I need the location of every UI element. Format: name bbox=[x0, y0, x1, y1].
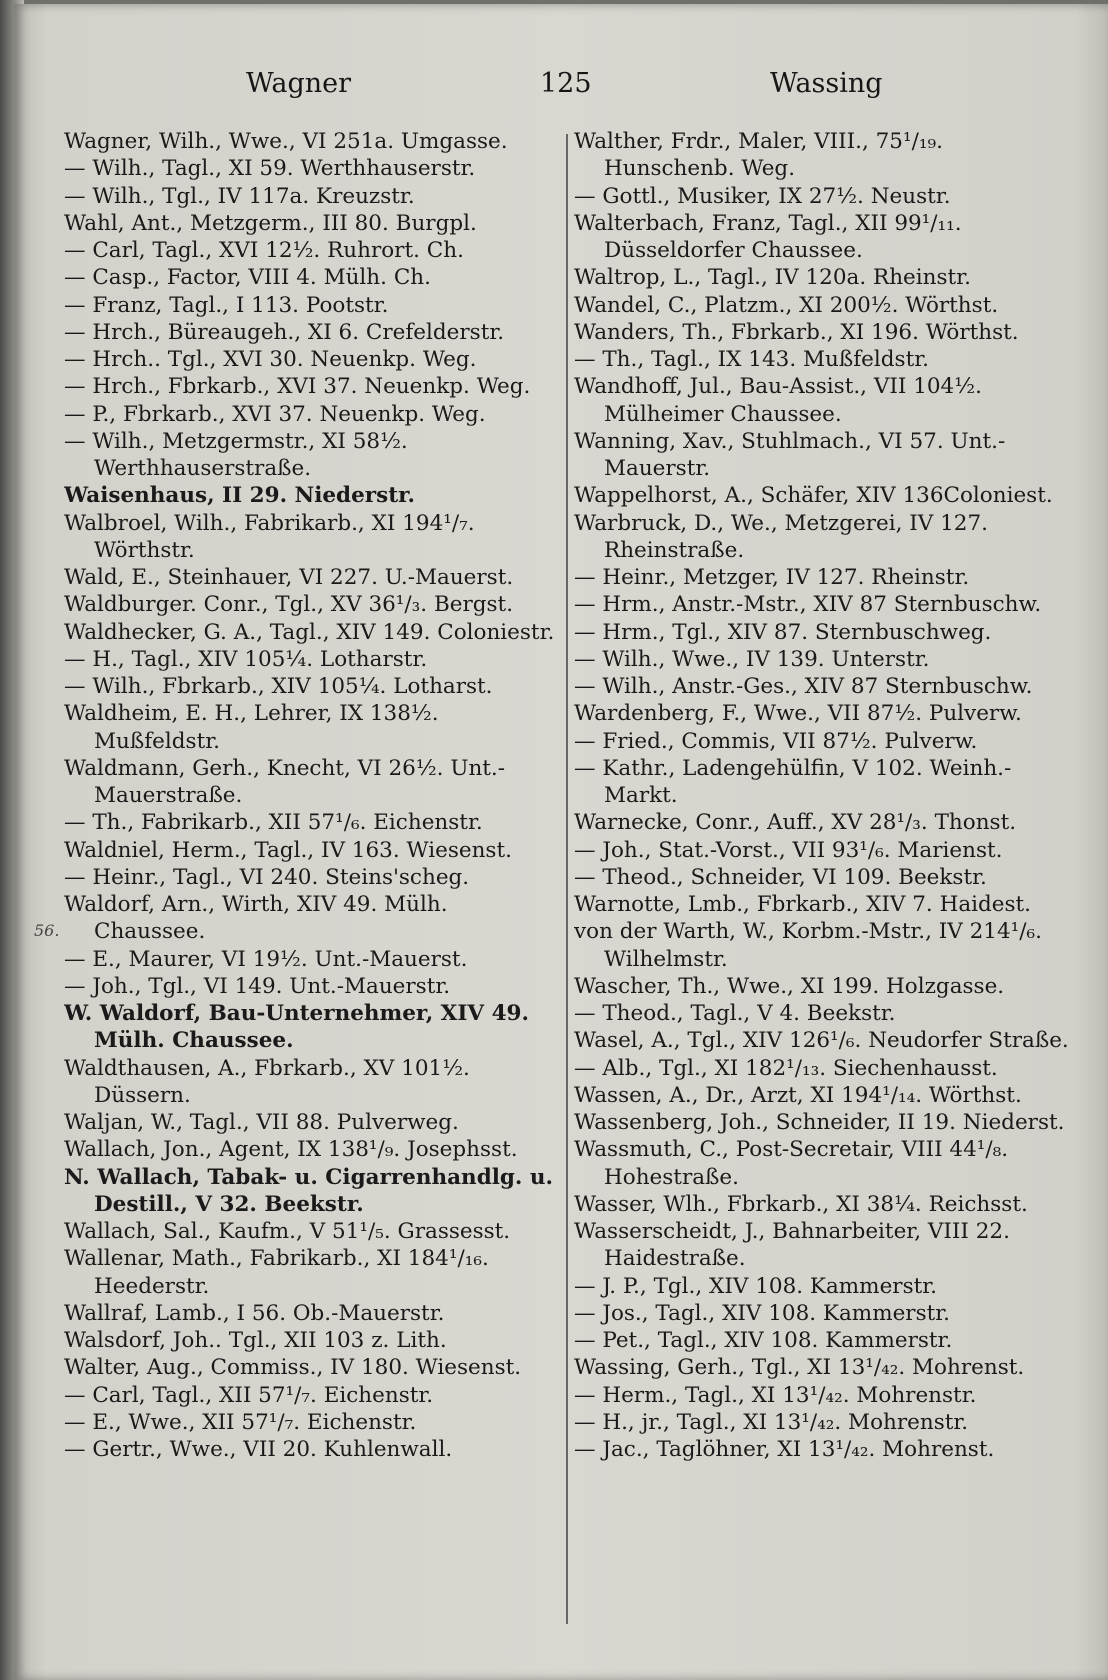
entry: — Th., Tagl., IX 143. Mußfeldstr. bbox=[574, 347, 929, 372]
entry: — Hrch.. Tgl., XVI 30. Neuenkp. Weg. bbox=[64, 347, 477, 372]
entry: — Kathr., Ladengehülfin, V 102. Weinh.-Markt. bbox=[574, 755, 1012, 808]
entry: Waldniel, Herm., Tagl., IV 163. Wiesenst. bbox=[64, 837, 512, 863]
entry: — P., Fbrkarb., XVI 37. Neuenkp. Weg. bbox=[64, 401, 486, 427]
column-divider bbox=[566, 134, 568, 1624]
entry: Wallraf, Lamb., I 56. Ob.-Mauerstr. bbox=[64, 1300, 445, 1326]
entry: — E., Maurer, VI 19½. Unt.-Mauerst. bbox=[64, 946, 468, 972]
entry: — Wilh., Fbrkarb., XIV 105¼. Lotharst. bbox=[64, 674, 493, 699]
entry: — Heinr., Metzger, IV 127. Rheinstr. bbox=[574, 565, 970, 590]
entry: — Wilh., Tgl., IV 117a. Kreuzstr. bbox=[64, 183, 415, 209]
entry: Warnotte, Lmb., Fbrkarb., XIV 7. Haidest. bbox=[574, 892, 1032, 917]
entry: Wallach, Jon., Agent, IX 138¹/₉. Josephsst. bbox=[64, 1137, 518, 1163]
entry: — Alb., Tgl., XI 182¹/₁₃. Siechenhausst. bbox=[574, 1055, 998, 1081]
header-first-name: Wagner bbox=[246, 68, 352, 99]
entry: von der Warth, W., Korbm.-Mstr., IV 214¹/₆. Wilhelmstr. bbox=[574, 919, 1042, 972]
left-column bbox=[64, 128, 564, 1463]
entry: Wardenberg, F., Wwe., VII 87½. Pulverw. bbox=[574, 701, 1022, 727]
entry: — Wilh., Tagl., XI 59. Werthhauserstr. bbox=[64, 156, 476, 182]
entry: — J. P., Tgl., XIV 108. Kammerstr. bbox=[574, 1273, 937, 1299]
entry: Wascher, Th., Wwe., XI 199. Holzgasse. bbox=[574, 973, 1005, 999]
entry: — Carl, Tagl., XII 57¹/₇. Eichenstr. bbox=[64, 1382, 434, 1408]
entry: Warbruck, D., We., Metzgerei, IV 127. Rheinstraße. bbox=[574, 510, 988, 563]
entry: Wanning, Xav., Stuhlmach., VI 57. Unt.-Mauerstr. bbox=[574, 428, 1006, 481]
entry: — Wilh., Anstr.-Ges., XIV 87 Sternbuschw. bbox=[574, 674, 1033, 699]
entry: Wahl, Ant., Metzgerm., III 80. Burgpl. bbox=[64, 210, 477, 236]
entry: Waldheim, E. H., Lehrer, IX 138½. Mußfeldstr. bbox=[64, 701, 439, 754]
entry: — Wilh., Wwe., IV 139. Unterstr. bbox=[574, 646, 930, 672]
entry: Walsdorf, Joh.. Tgl., XII 103 z. Lith. bbox=[64, 1328, 447, 1353]
entry: Wallach, Sal., Kaufm., V 51¹/₅. Grassesst. bbox=[64, 1219, 511, 1244]
entry: — Gertr., Wwe., VII 20. Kuhlenwall. bbox=[64, 1437, 453, 1462]
entry: — Wilh., Metzgermstr., XI 58½. Werthhauserstraße. bbox=[64, 428, 408, 481]
entry: Walther, Frdr., Maler, VIII., 75¹/₁₉. Hunschenb. Weg. bbox=[574, 129, 943, 182]
entry: — Joh., Tgl., VI 149. Unt.-Mauerstr. bbox=[64, 973, 451, 999]
entry: — Joh., Stat.-Vorst., VII 93¹/₆. Marienst. bbox=[574, 837, 1003, 863]
entry: Wald, E., Steinhauer, VI 227. U.-Mauerst. bbox=[64, 565, 514, 590]
entry: Wandel, C., Platzm., XI 200½. Wörthst. bbox=[574, 292, 999, 318]
entry: — H., Tagl., XIV 105¼. Lotharstr. bbox=[64, 646, 428, 672]
entry: Wallenar, Math., Fabrikarb., XI 184¹/₁₆. Heederstr. bbox=[64, 1246, 489, 1299]
right-column bbox=[574, 128, 1078, 1463]
entry: — H., jr., Tagl., XI 13¹/₄₂. Mohrenstr. bbox=[574, 1409, 969, 1435]
entry: — E., Wwe., XII 57¹/₇. Eichenstr. bbox=[64, 1409, 417, 1435]
entry: Waldmann, Gerh., Knecht, VI 26½. Unt.-Mauerstraße. bbox=[64, 755, 506, 808]
entry: Waltrop, L., Tagl., IV 120a. Rheinstr. bbox=[574, 265, 971, 291]
entry: Walterbach, Franz, Tagl., XII 99¹/₁₁. Düsseldorfer Chaussee. bbox=[574, 210, 962, 263]
entry: — Casp., Factor, VIII 4. Mülh. Ch. bbox=[64, 265, 431, 291]
entry: Wassmuth, C., Post-Secretair, VIII 44¹/₈. Hohestraße. bbox=[574, 1137, 1009, 1190]
entry: — Gottl., Musiker, IX 27½. Neustr. bbox=[574, 183, 951, 209]
entry: Wasser, Wlh., Fbrkarb., XI 38¼. Reichsst. bbox=[574, 1191, 1028, 1217]
entry: Warnecke, Conr., Auff., XV 28¹/₃. Thonst. bbox=[574, 810, 1017, 836]
entry: Waldhecker, G. A., Tagl., XIV 149. Coloniestr. bbox=[64, 619, 555, 645]
entry: — Jos., Tagl., XIV 108. Kammerstr. bbox=[574, 1300, 951, 1326]
header-last-name: Wassing bbox=[770, 68, 883, 99]
entry: Walter, Aug., Commiss., IV 180. Wiesenst. bbox=[64, 1355, 522, 1381]
entry-bold: Waisenhaus, II 29. Niederstr. bbox=[64, 483, 415, 509]
entry: Wasel, A., Tgl., XIV 126¹/₆. Neudorfer Straße. bbox=[574, 1028, 1069, 1054]
entry: Wanders, Th., Fbrkarb., XI 196. Wörthst. bbox=[574, 319, 1019, 345]
entry: — Hrch., Büreaugeh., XI 6. Crefelderstr. bbox=[64, 319, 505, 345]
entry: — Hrm., Anstr.-Mstr., XIV 87 Sternbuschw. bbox=[574, 592, 1042, 618]
entry: — Herm., Tagl., XI 13¹/₄₂. Mohrenstr. bbox=[574, 1382, 977, 1408]
entry: Waldburger. Conr., Tgl., XV 36¹/₃. Bergst. bbox=[64, 592, 514, 618]
entry: Wandhoff, Jul., Bau-Assist., VII 104½. Mülheimer Chaussee. bbox=[574, 374, 982, 427]
entry: — Franz, Tagl., I 113. Pootstr. bbox=[64, 292, 389, 318]
entry: Wappelhorst, A., Schäfer, XIV 136Coloniest. bbox=[574, 483, 1053, 509]
entry: Wassenberg, Joh., Schneider, II 19. Niederst. bbox=[574, 1110, 1065, 1135]
entry: Wagner, Wilh., Wwe., VI 251a. Umgasse. bbox=[64, 129, 508, 154]
entry: — Theod., Schneider, VI 109. Beekstr. bbox=[574, 864, 987, 890]
entry: — Th., Fabrikarb., XII 57¹/₆. Eichenstr. bbox=[64, 810, 483, 836]
page-header bbox=[0, 60, 1108, 110]
entry: — Theod., Tagl., V 4. Beekstr. bbox=[574, 1001, 896, 1026]
entry: — Hrch., Fbrkarb., XVI 37. Neuenkp. Weg. bbox=[64, 374, 531, 400]
entry: — Fried., Commis, VII 87½. Pulverw. bbox=[574, 728, 978, 754]
entry: — Jac., Taglöhner, XI 13¹/₄₂. Mohrenst. bbox=[574, 1437, 995, 1462]
entry: Waljan, W., Tagl., VII 88. Pulverweg. bbox=[64, 1110, 459, 1135]
entry: — Hrm., Tgl., XIV 87. Sternbuschweg. bbox=[574, 619, 992, 645]
entry: Wasserscheidt, J., Bahnarbeiter, VIII 22. Haidestraße. bbox=[574, 1219, 1010, 1272]
entry: Waldorf, Arn., Wirth, XIV 49. Mülh. Chaussee. bbox=[64, 892, 448, 945]
marginal-note: 56. bbox=[34, 921, 60, 940]
entry: — Pet., Tagl., XIV 108. Kammerstr. bbox=[574, 1328, 953, 1353]
entry-bold: W. Waldorf, Bau-Unternehmer, XIV 49. Mülh. Chaussee. bbox=[64, 1001, 529, 1054]
entry-bold: N. Wallach, Tabak- u. Cigarrenhandlg. u. Destill., V 32. Beekstr. bbox=[64, 1164, 554, 1217]
entry: Walbroel, Wilh., Fabrikarb., XI 194¹/₇. Wörthstr. bbox=[64, 510, 475, 563]
entry: Wassen, A., Dr., Arzt, XI 194¹/₁₄. Wörthst. bbox=[574, 1082, 1022, 1108]
entry: Wassing, Gerh., Tgl., XI 13¹/₄₂. Mohrenst. bbox=[574, 1355, 1025, 1381]
entry: Waldthausen, A., Fbrkarb., XV 101½. Düssern. bbox=[64, 1055, 470, 1108]
entry: — Carl, Tagl., XVI 12½. Ruhrort. Ch. bbox=[64, 238, 464, 263]
page-number: 125 bbox=[540, 68, 592, 99]
entry: — Heinr., Tagl., VI 240. Steins'scheg. bbox=[64, 864, 470, 890]
